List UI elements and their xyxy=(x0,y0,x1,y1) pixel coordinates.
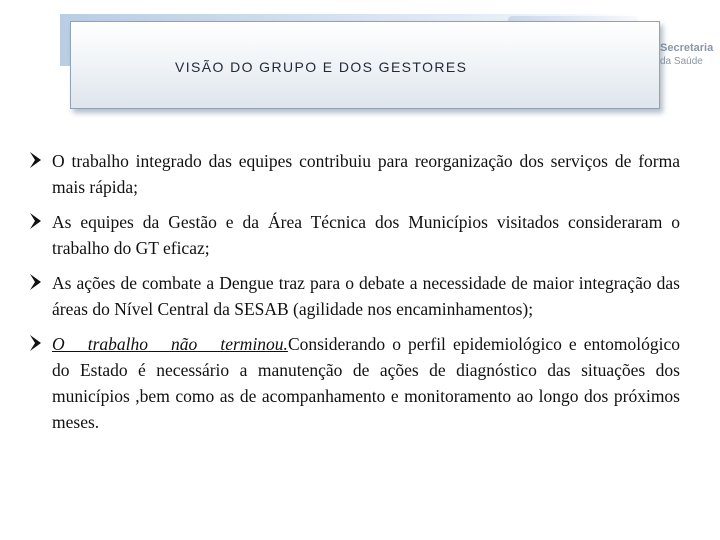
logo-text xyxy=(660,42,720,68)
arrow-bullet-icon xyxy=(30,274,41,290)
logo-line-2: da Saúde xyxy=(660,56,703,67)
bullet-text: As ações de combate a Dengue traz para o debate a necessidade de maior integração das áreas do Nível Central da SESAB (agilidade nos encaminhamentos); xyxy=(52,273,680,319)
bullet-list xyxy=(30,148,680,444)
bullet-emphasis: O trabalho não terminou. xyxy=(52,334,288,354)
page-title: VISÃO DO GRUPO E DOS GESTORES xyxy=(175,59,468,75)
bullet-text: As equipes da Gestão e da Área Técnica dos Municípios visitados consideraram o trabalho do GT eficaz; xyxy=(52,212,680,258)
arrow-bullet-icon xyxy=(30,152,41,168)
arrow-bullet-icon xyxy=(30,335,41,351)
logo-line-1: Secretaria xyxy=(660,42,714,54)
bullet-item-2 xyxy=(30,209,680,261)
bullet-text: Considerando o perfil epidemiológico e entomológico do Estado é necessário a manutenção de ações de diagnóstico das situações dos municípios ,bem como as de acompanhamento e monitoramento ao longo dos próximos meses. xyxy=(52,334,680,432)
bullet-text: O trabalho integrado das equipes contribuiu para reorganização dos serviços de forma mais rápida; xyxy=(52,151,680,197)
bullet-item-1 xyxy=(30,148,680,200)
title-box xyxy=(70,21,660,109)
bullet-item-3 xyxy=(30,270,680,322)
bullet-item-4 xyxy=(30,331,680,435)
arrow-bullet-icon xyxy=(30,213,41,229)
